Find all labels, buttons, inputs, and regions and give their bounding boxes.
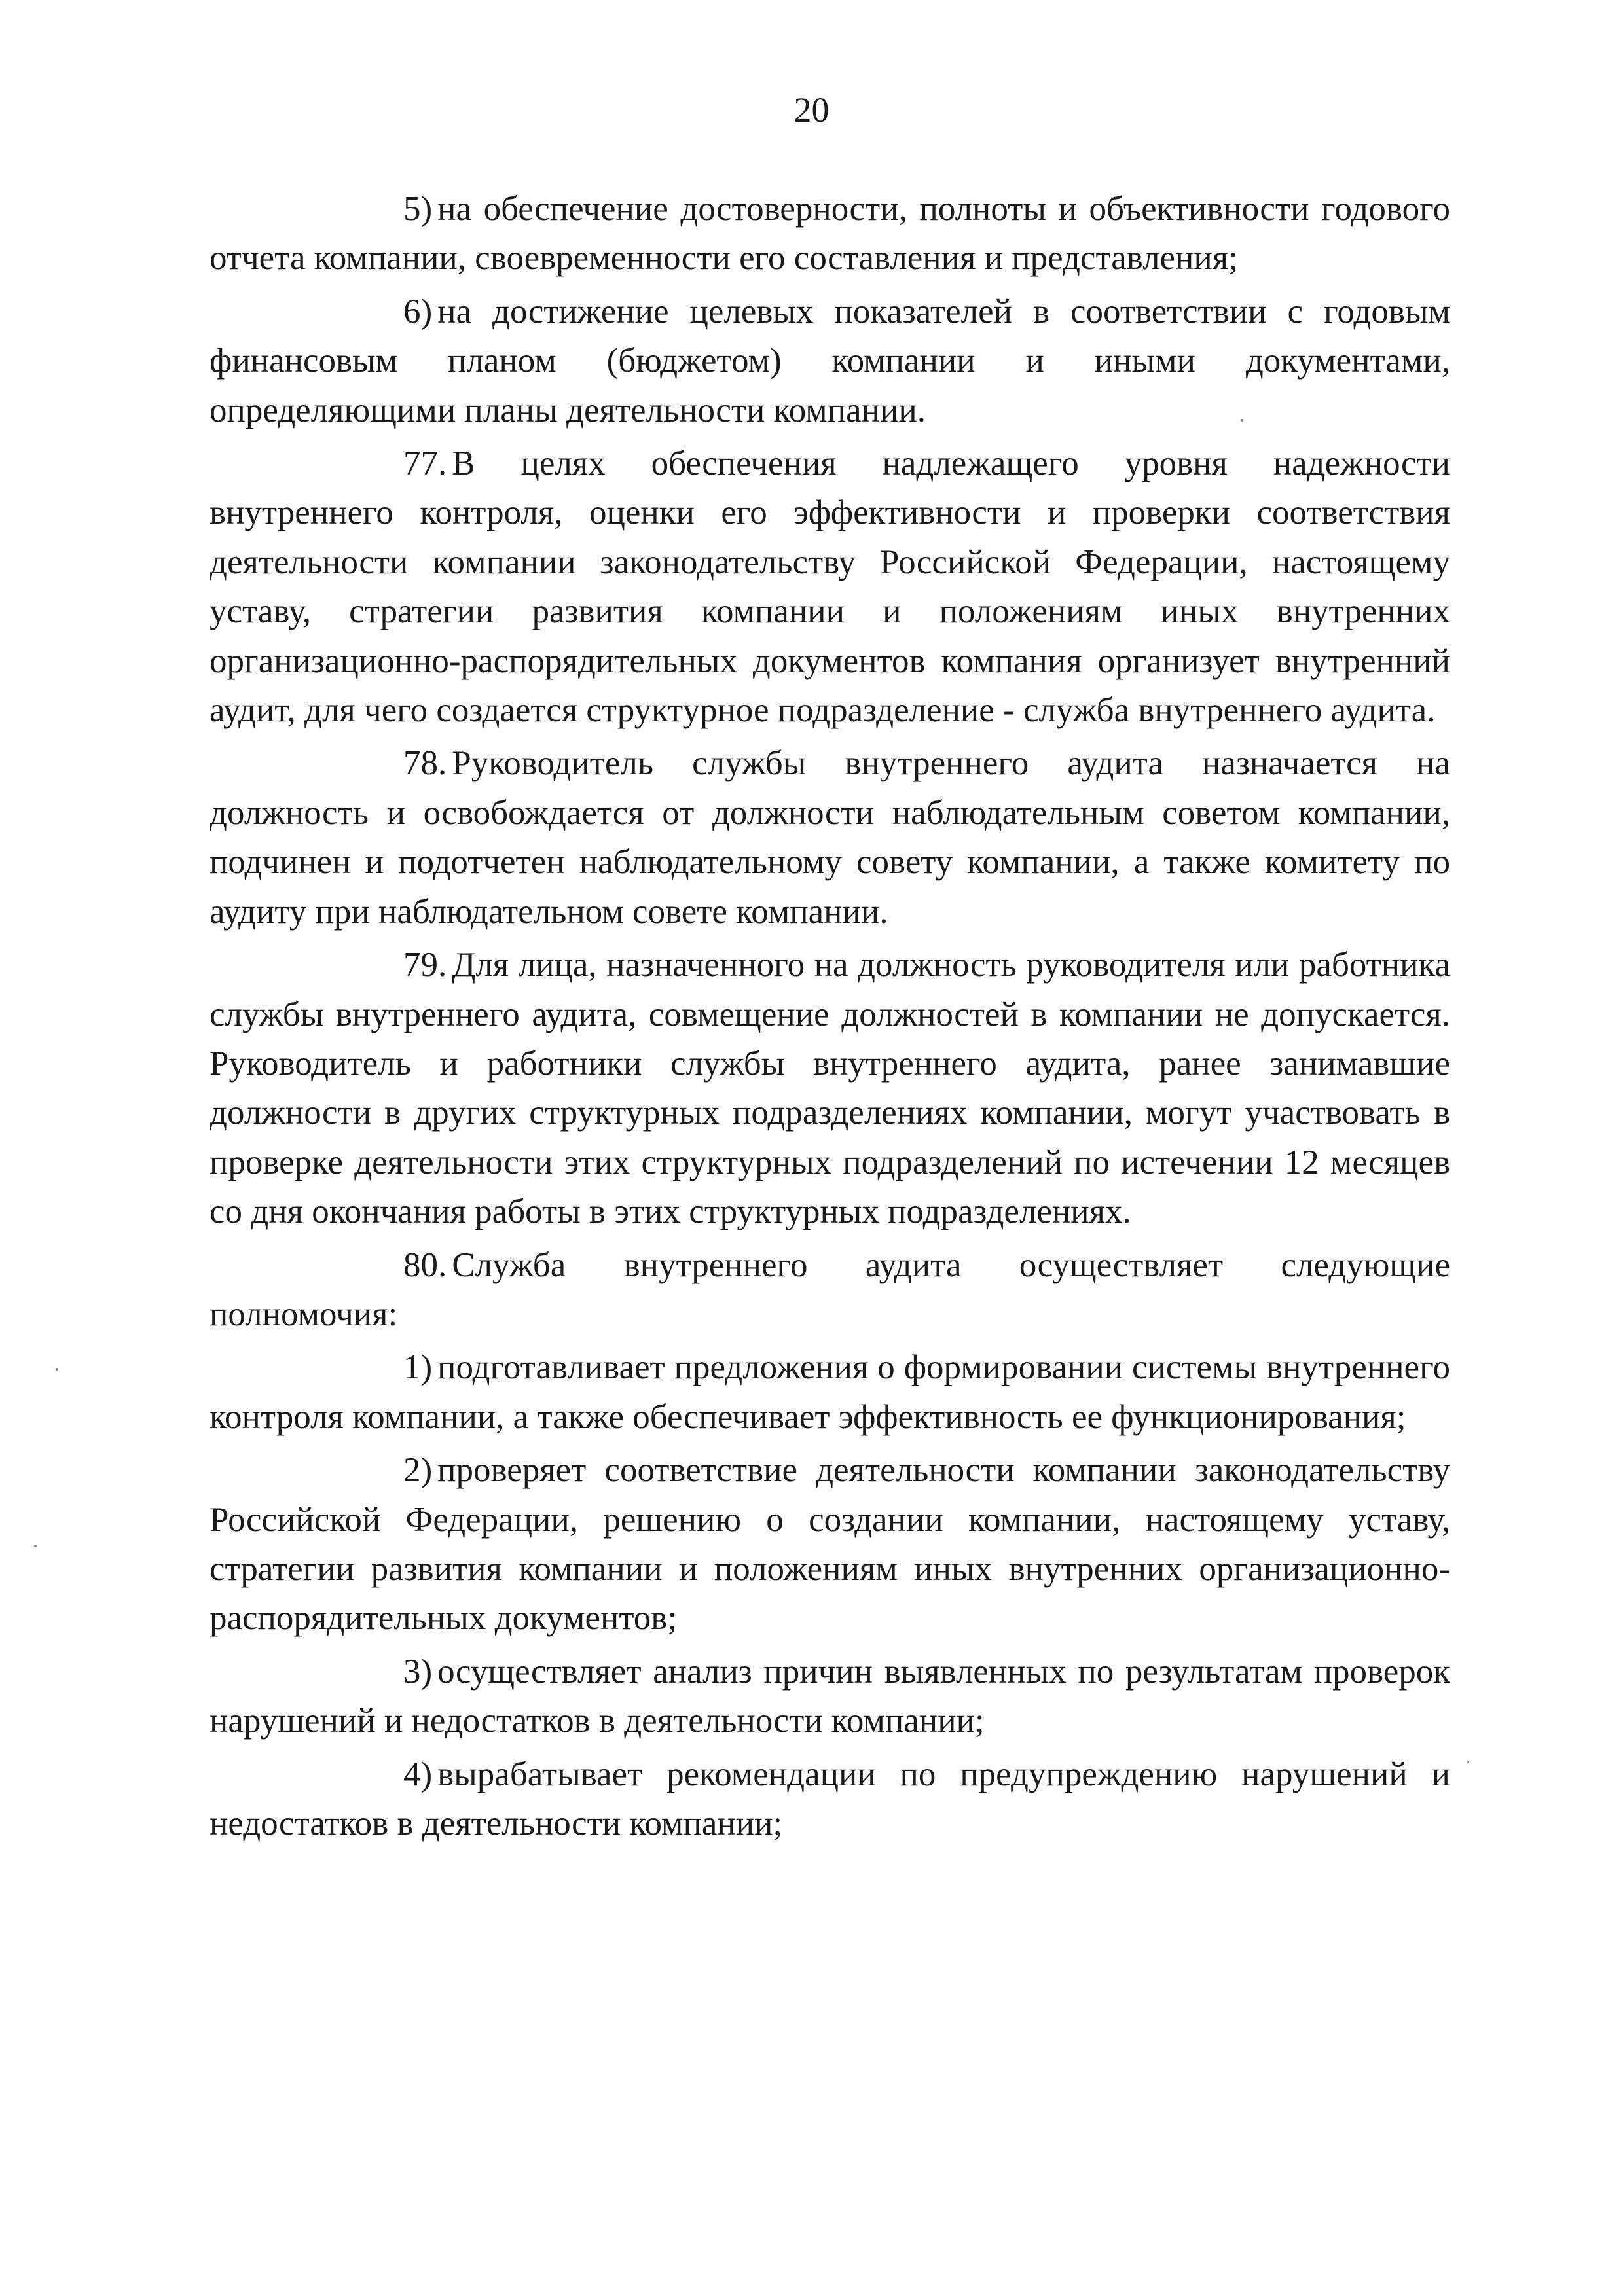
subitem-3 (210, 1647, 1450, 1746)
subitem-text: проверяет соответствие деятельности компании законодательству Российской Федерации, решению о создании компании, настоящему уставу, стратегии развития компании и положениям иных внутренних организационно-распорядительных документов; (210, 1451, 1450, 1638)
clause-78 (210, 739, 1450, 937)
item-number: 2) (403, 1451, 433, 1490)
item-number: 1) (403, 1348, 433, 1387)
item-number: 5) (403, 190, 433, 228)
subitem-2 (210, 1446, 1450, 1643)
item-number: 4) (403, 1755, 433, 1793)
clause-number: 79. (403, 946, 447, 984)
clause-number: 77. (403, 444, 447, 483)
subitem-text: вырабатывает рекомендации по предупреждению нарушений и недостатков в деятельности компании; (210, 1755, 1450, 1842)
clause-80 (210, 1241, 1450, 1340)
clause-number: 80. (403, 1246, 447, 1284)
scan-speck (1467, 1761, 1469, 1763)
scan-speck (34, 1545, 37, 1547)
clause-77 (210, 439, 1450, 735)
subitem-4 (210, 1750, 1450, 1849)
subitem-text: подготавливает предложения о формировании системы внутреннего контроля компании, а также обеспечивает эффективность ее функционирования; (210, 1348, 1450, 1436)
paragraph-6 (210, 287, 1450, 435)
document-body (210, 185, 1450, 1852)
clause-text: Руководитель службы внутреннего аудита назначается на должность и освобождается от должности наблюдательным советом компании, подчинен и подотчетен наблюдательному совету компании, а также комитету по аудиту при наблюдательном совете компании. (210, 744, 1450, 931)
clause-text: В целях обеспечения надлежащего уровня надежности внутреннего контроля, оценки его эффективности и проверки соответствия деятельности компании законодательству Российской Федерации, настоящему уставу, стратегии развития компании и положениям иных внутренних организационно-распорядительных документов компания организует внутренний аудит, для чего создается структурное подразделение - служба внутреннего аудита. (210, 444, 1450, 730)
paragraph-5 (210, 185, 1450, 283)
clause-79 (210, 941, 1450, 1236)
scan-speck (1241, 419, 1243, 422)
clause-text: Служба внутреннего аудита осуществляет следующие полномочия: (210, 1246, 1450, 1333)
subitem-text: осуществляет анализ причин выявленных по результатам проверок нарушений и недостатков в деятельности компании; (210, 1652, 1450, 1740)
clause-text: Для лица, назначенного на должность руководителя или работника службы внутреннего аудита, совмещение должностей в компании не допускается. Руководитель и работники службы внутреннего аудита, ранее занимавшие должности в других структурных подразделениях компании, могут участвовать в проверке деятельности этих структурных подразделений по истечении 12 месяцев со дня окончания работы в этих структурных подразделениях. (210, 946, 1450, 1231)
clause-number: 78. (403, 744, 447, 783)
item-number: 6) (403, 292, 433, 331)
paragraph-text: на достижение целевых показателей в соответствии с годовым финансовым планом (бюджетом) компании и иными документами, определяющими планы деятельности компании. (210, 292, 1450, 429)
page-number: 20 (793, 90, 830, 130)
paragraph-text: на обеспечение достоверности, полноты и объективности годового отчета компании, своевременности его составления и представления; (210, 190, 1450, 278)
subitem-1 (210, 1343, 1450, 1442)
scan-speck (56, 1368, 58, 1371)
item-number: 3) (403, 1652, 433, 1691)
